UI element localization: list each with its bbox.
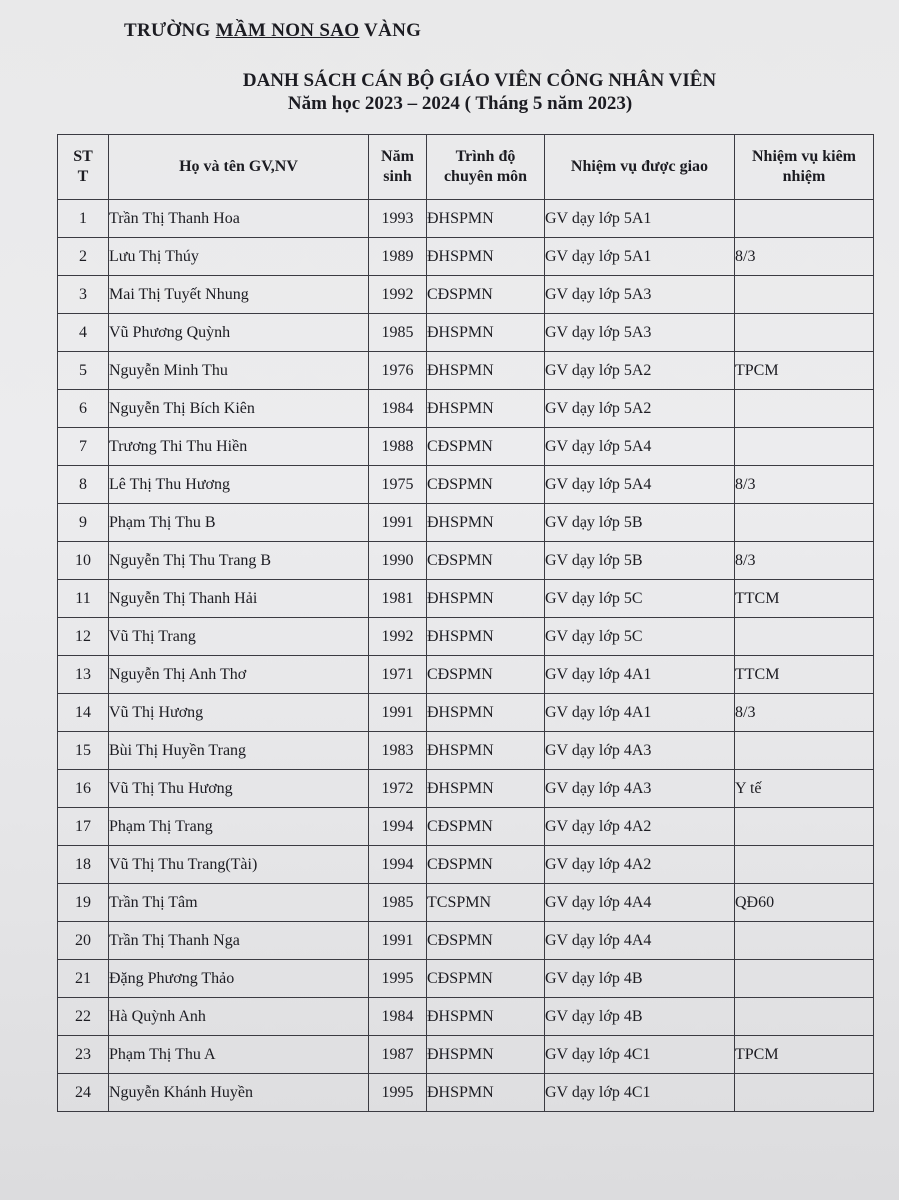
table-row bbox=[58, 656, 874, 694]
cell-year: 1985 bbox=[369, 884, 427, 922]
cell-name: Đặng Phương Thảo bbox=[109, 960, 369, 998]
cell-name: Nguyễn Khánh Huyền bbox=[109, 1074, 369, 1112]
cell-stt: 13 bbox=[58, 656, 109, 694]
cell-task: GV dạy lớp 4A4 bbox=[545, 884, 735, 922]
cell-name: Vũ Thị Trang bbox=[109, 618, 369, 656]
col-header-stt-line2: T bbox=[77, 168, 89, 185]
col-header-task-text: Nhiệm vụ được giao bbox=[570, 158, 709, 175]
table-row bbox=[58, 238, 874, 276]
cell-name: Nguyễn Minh Thu bbox=[109, 352, 369, 390]
cell-name: Lưu Thị Thúy bbox=[109, 238, 369, 276]
cell-task: GV dạy lớp 5A4 bbox=[545, 466, 735, 504]
school-name-underlined: MẦM NON SAO bbox=[215, 20, 360, 41]
cell-year: 1972 bbox=[369, 770, 427, 808]
cell-year: 1992 bbox=[369, 276, 427, 314]
cell-name: Trần Thị Thanh Nga bbox=[109, 922, 369, 960]
col-header-degree-line2: chuyên môn bbox=[443, 168, 528, 185]
cell-degree: TCSPMN bbox=[427, 884, 545, 922]
cell-extra bbox=[735, 732, 874, 770]
cell-task: GV dạy lớp 4C1 bbox=[545, 1074, 735, 1112]
cell-degree: ĐHSPMN bbox=[427, 618, 545, 656]
table-row bbox=[58, 428, 874, 466]
cell-degree: CĐSPMN bbox=[427, 846, 545, 884]
cell-name: Trần Thị Tâm bbox=[109, 884, 369, 922]
cell-name: Vũ Thị Hương bbox=[109, 694, 369, 732]
cell-year: 1976 bbox=[369, 352, 427, 390]
table-row bbox=[58, 960, 874, 998]
cell-year: 1995 bbox=[369, 960, 427, 998]
cell-stt: 15 bbox=[58, 732, 109, 770]
col-header-year-line1: Năm bbox=[381, 148, 414, 165]
col-header-degree-line1: Trình độ bbox=[455, 148, 516, 165]
cell-year: 1984 bbox=[369, 998, 427, 1036]
cell-year: 1987 bbox=[369, 1036, 427, 1074]
cell-task: GV dạy lớp 5A3 bbox=[545, 314, 735, 352]
cell-stt: 6 bbox=[58, 390, 109, 428]
cell-task: GV dạy lớp 4A1 bbox=[545, 656, 735, 694]
header-row bbox=[58, 135, 874, 200]
cell-task: GV dạy lớp 4A3 bbox=[545, 770, 735, 808]
cell-name: Phạm Thị Thu A bbox=[109, 1036, 369, 1074]
table-row bbox=[58, 884, 874, 922]
cell-stt: 22 bbox=[58, 998, 109, 1036]
cell-task: GV dạy lớp 5A1 bbox=[545, 200, 735, 238]
cell-stt: 3 bbox=[58, 276, 109, 314]
col-header-extra bbox=[735, 135, 874, 200]
cell-extra: TTCM bbox=[735, 656, 874, 694]
cell-extra bbox=[735, 618, 874, 656]
cell-degree: ĐHSPMN bbox=[427, 1036, 545, 1074]
cell-extra bbox=[735, 200, 874, 238]
cell-year: 1993 bbox=[369, 200, 427, 238]
cell-name: Trương Thi Thu Hiền bbox=[109, 428, 369, 466]
cell-degree: CĐSPMN bbox=[427, 960, 545, 998]
cell-degree: ĐHSPMN bbox=[427, 352, 545, 390]
col-header-extra-line1: Nhiệm vụ kiêm bbox=[752, 148, 856, 165]
cell-degree: ĐHSPMN bbox=[427, 770, 545, 808]
cell-name: Phạm Thị Trang bbox=[109, 808, 369, 846]
cell-task: GV dạy lớp 4A1 bbox=[545, 694, 735, 732]
cell-year: 1992 bbox=[369, 618, 427, 656]
cell-stt: 21 bbox=[58, 960, 109, 998]
cell-degree: ĐHSPMN bbox=[427, 238, 545, 276]
table-row bbox=[58, 580, 874, 618]
cell-degree: ĐHSPMN bbox=[427, 504, 545, 542]
cell-year: 1975 bbox=[369, 466, 427, 504]
table-row bbox=[58, 808, 874, 846]
cell-extra bbox=[735, 998, 874, 1036]
cell-name: Lê Thị Thu Hương bbox=[109, 466, 369, 504]
cell-year: 1988 bbox=[369, 428, 427, 466]
cell-extra: TPCM bbox=[735, 1036, 874, 1074]
cell-extra: TPCM bbox=[735, 352, 874, 390]
cell-task: GV dạy lớp 5A1 bbox=[545, 238, 735, 276]
cell-year: 1994 bbox=[369, 808, 427, 846]
cell-task: GV dạy lớp 5A2 bbox=[545, 390, 735, 428]
cell-name: Phạm Thị Thu B bbox=[109, 504, 369, 542]
cell-extra bbox=[735, 846, 874, 884]
cell-task: GV dạy lớp 5A2 bbox=[545, 352, 735, 390]
cell-extra: Y tế bbox=[735, 770, 874, 808]
cell-name: Hà Quỳnh Anh bbox=[109, 998, 369, 1036]
cell-degree: ĐHSPMN bbox=[427, 998, 545, 1036]
cell-extra: 8/3 bbox=[735, 238, 874, 276]
col-header-name-text: Họ và tên GV,NV bbox=[179, 158, 298, 175]
cell-name: Nguyễn Thị Bích Kiên bbox=[109, 390, 369, 428]
school-name bbox=[124, 20, 421, 42]
table-row bbox=[58, 542, 874, 580]
cell-stt: 16 bbox=[58, 770, 109, 808]
table-row bbox=[58, 922, 874, 960]
cell-extra bbox=[735, 808, 874, 846]
cell-year: 1985 bbox=[369, 314, 427, 352]
cell-extra bbox=[735, 922, 874, 960]
cell-extra bbox=[735, 504, 874, 542]
table-row bbox=[58, 1074, 874, 1112]
cell-degree: CĐSPMN bbox=[427, 428, 545, 466]
cell-year: 1984 bbox=[369, 390, 427, 428]
staff-table-body bbox=[58, 200, 874, 1112]
cell-degree: CĐSPMN bbox=[427, 808, 545, 846]
table-row bbox=[58, 352, 874, 390]
cell-task: GV dạy lớp 4A2 bbox=[545, 808, 735, 846]
cell-extra: 8/3 bbox=[735, 694, 874, 732]
cell-degree: CĐSPMN bbox=[427, 542, 545, 580]
col-header-stt bbox=[58, 135, 109, 200]
cell-name: Trần Thị Thanh Hoa bbox=[109, 200, 369, 238]
cell-year: 1971 bbox=[369, 656, 427, 694]
table-row bbox=[58, 998, 874, 1036]
cell-name: Vũ Thị Thu Trang(Tài) bbox=[109, 846, 369, 884]
table-row bbox=[58, 276, 874, 314]
cell-year: 1995 bbox=[369, 1074, 427, 1112]
staff-table bbox=[57, 134, 874, 1112]
cell-stt: 11 bbox=[58, 580, 109, 618]
cell-stt: 24 bbox=[58, 1074, 109, 1112]
cell-stt: 17 bbox=[58, 808, 109, 846]
col-header-year-line2: sinh bbox=[383, 168, 412, 185]
cell-stt: 23 bbox=[58, 1036, 109, 1074]
col-header-year bbox=[369, 135, 427, 200]
cell-year: 1983 bbox=[369, 732, 427, 770]
cell-extra bbox=[735, 1074, 874, 1112]
table-row bbox=[58, 390, 874, 428]
cell-degree: ĐHSPMN bbox=[427, 314, 545, 352]
cell-extra: TTCM bbox=[735, 580, 874, 618]
cell-degree: ĐHSPMN bbox=[427, 390, 545, 428]
col-header-name bbox=[109, 135, 369, 200]
cell-task: GV dạy lớp 5C bbox=[545, 618, 735, 656]
cell-degree: ĐHSPMN bbox=[427, 580, 545, 618]
cell-stt: 5 bbox=[58, 352, 109, 390]
cell-extra bbox=[735, 276, 874, 314]
cell-degree: ĐHSPMN bbox=[427, 1074, 545, 1112]
cell-task: GV dạy lớp 4C1 bbox=[545, 1036, 735, 1074]
cell-year: 1989 bbox=[369, 238, 427, 276]
table-row bbox=[58, 846, 874, 884]
cell-stt: 8 bbox=[58, 466, 109, 504]
table-row bbox=[58, 694, 874, 732]
cell-stt: 2 bbox=[58, 238, 109, 276]
cell-stt: 4 bbox=[58, 314, 109, 352]
cell-name: Bùi Thị Huyền Trang bbox=[109, 732, 369, 770]
cell-stt: 1 bbox=[58, 200, 109, 238]
cell-task: GV dạy lớp 5B bbox=[545, 504, 735, 542]
cell-degree: CĐSPMN bbox=[427, 276, 545, 314]
cell-year: 1990 bbox=[369, 542, 427, 580]
cell-name: Nguyễn Thị Thu Trang B bbox=[109, 542, 369, 580]
school-name-suffix: VÀNG bbox=[359, 20, 422, 41]
cell-year: 1991 bbox=[369, 922, 427, 960]
cell-stt: 10 bbox=[58, 542, 109, 580]
cell-degree: ĐHSPMN bbox=[427, 732, 545, 770]
col-header-degree bbox=[427, 135, 545, 200]
cell-stt: 7 bbox=[58, 428, 109, 466]
table-row bbox=[58, 618, 874, 656]
cell-year: 1981 bbox=[369, 580, 427, 618]
cell-name: Nguyễn Thị Thanh Hải bbox=[109, 580, 369, 618]
cell-year: 1991 bbox=[369, 694, 427, 732]
cell-task: GV dạy lớp 4B bbox=[545, 960, 735, 998]
cell-task: GV dạy lớp 5C bbox=[545, 580, 735, 618]
cell-stt: 20 bbox=[58, 922, 109, 960]
table-row bbox=[58, 314, 874, 352]
cell-extra: QĐ60 bbox=[735, 884, 874, 922]
cell-stt: 9 bbox=[58, 504, 109, 542]
table-row bbox=[58, 200, 874, 238]
cell-degree: ĐHSPMN bbox=[427, 200, 545, 238]
table-row bbox=[58, 504, 874, 542]
cell-extra bbox=[735, 428, 874, 466]
cell-name: Mai Thị Tuyết Nhung bbox=[109, 276, 369, 314]
table-row bbox=[58, 732, 874, 770]
cell-year: 1994 bbox=[369, 846, 427, 884]
cell-degree: CĐSPMN bbox=[427, 466, 545, 504]
cell-degree: ĐHSPMN bbox=[427, 694, 545, 732]
document-subtitle: Năm học 2023 – 2024 ( Tháng 5 năm 2023) bbox=[287, 93, 633, 114]
cell-task: GV dạy lớp 4A3 bbox=[545, 732, 735, 770]
cell-task: GV dạy lớp 4A2 bbox=[545, 846, 735, 884]
cell-task: GV dạy lớp 5B bbox=[545, 542, 735, 580]
table-row bbox=[58, 770, 874, 808]
col-header-task bbox=[545, 135, 735, 200]
cell-stt: 19 bbox=[58, 884, 109, 922]
cell-name: Nguyễn Thị Anh Thơ bbox=[109, 656, 369, 694]
table-row bbox=[58, 466, 874, 504]
cell-year: 1991 bbox=[369, 504, 427, 542]
document-title: DANH SÁCH CÁN BỘ GIÁO VIÊN CÔNG NHÂN VIÊN bbox=[242, 70, 717, 91]
cell-stt: 18 bbox=[58, 846, 109, 884]
cell-extra: 8/3 bbox=[735, 466, 874, 504]
cell-name: Vũ Thị Thu Hương bbox=[109, 770, 369, 808]
school-name-prefix: TRƯỜNG bbox=[124, 20, 216, 41]
staff-table-header bbox=[58, 135, 874, 200]
col-header-extra-line2: nhiệm bbox=[782, 168, 826, 185]
cell-extra bbox=[735, 390, 874, 428]
cell-stt: 12 bbox=[58, 618, 109, 656]
cell-task: GV dạy lớp 5A3 bbox=[545, 276, 735, 314]
cell-degree: CĐSPMN bbox=[427, 656, 545, 694]
cell-extra: 8/3 bbox=[735, 542, 874, 580]
col-header-stt-line1: ST bbox=[73, 148, 93, 165]
cell-task: GV dạy lớp 4A4 bbox=[545, 922, 735, 960]
cell-name: Vũ Phương Quỳnh bbox=[109, 314, 369, 352]
cell-extra bbox=[735, 314, 874, 352]
cell-task: GV dạy lớp 5A4 bbox=[545, 428, 735, 466]
cell-degree: CĐSPMN bbox=[427, 922, 545, 960]
cell-extra bbox=[735, 960, 874, 998]
cell-task: GV dạy lớp 4B bbox=[545, 998, 735, 1036]
table-row bbox=[58, 1036, 874, 1074]
cell-stt: 14 bbox=[58, 694, 109, 732]
